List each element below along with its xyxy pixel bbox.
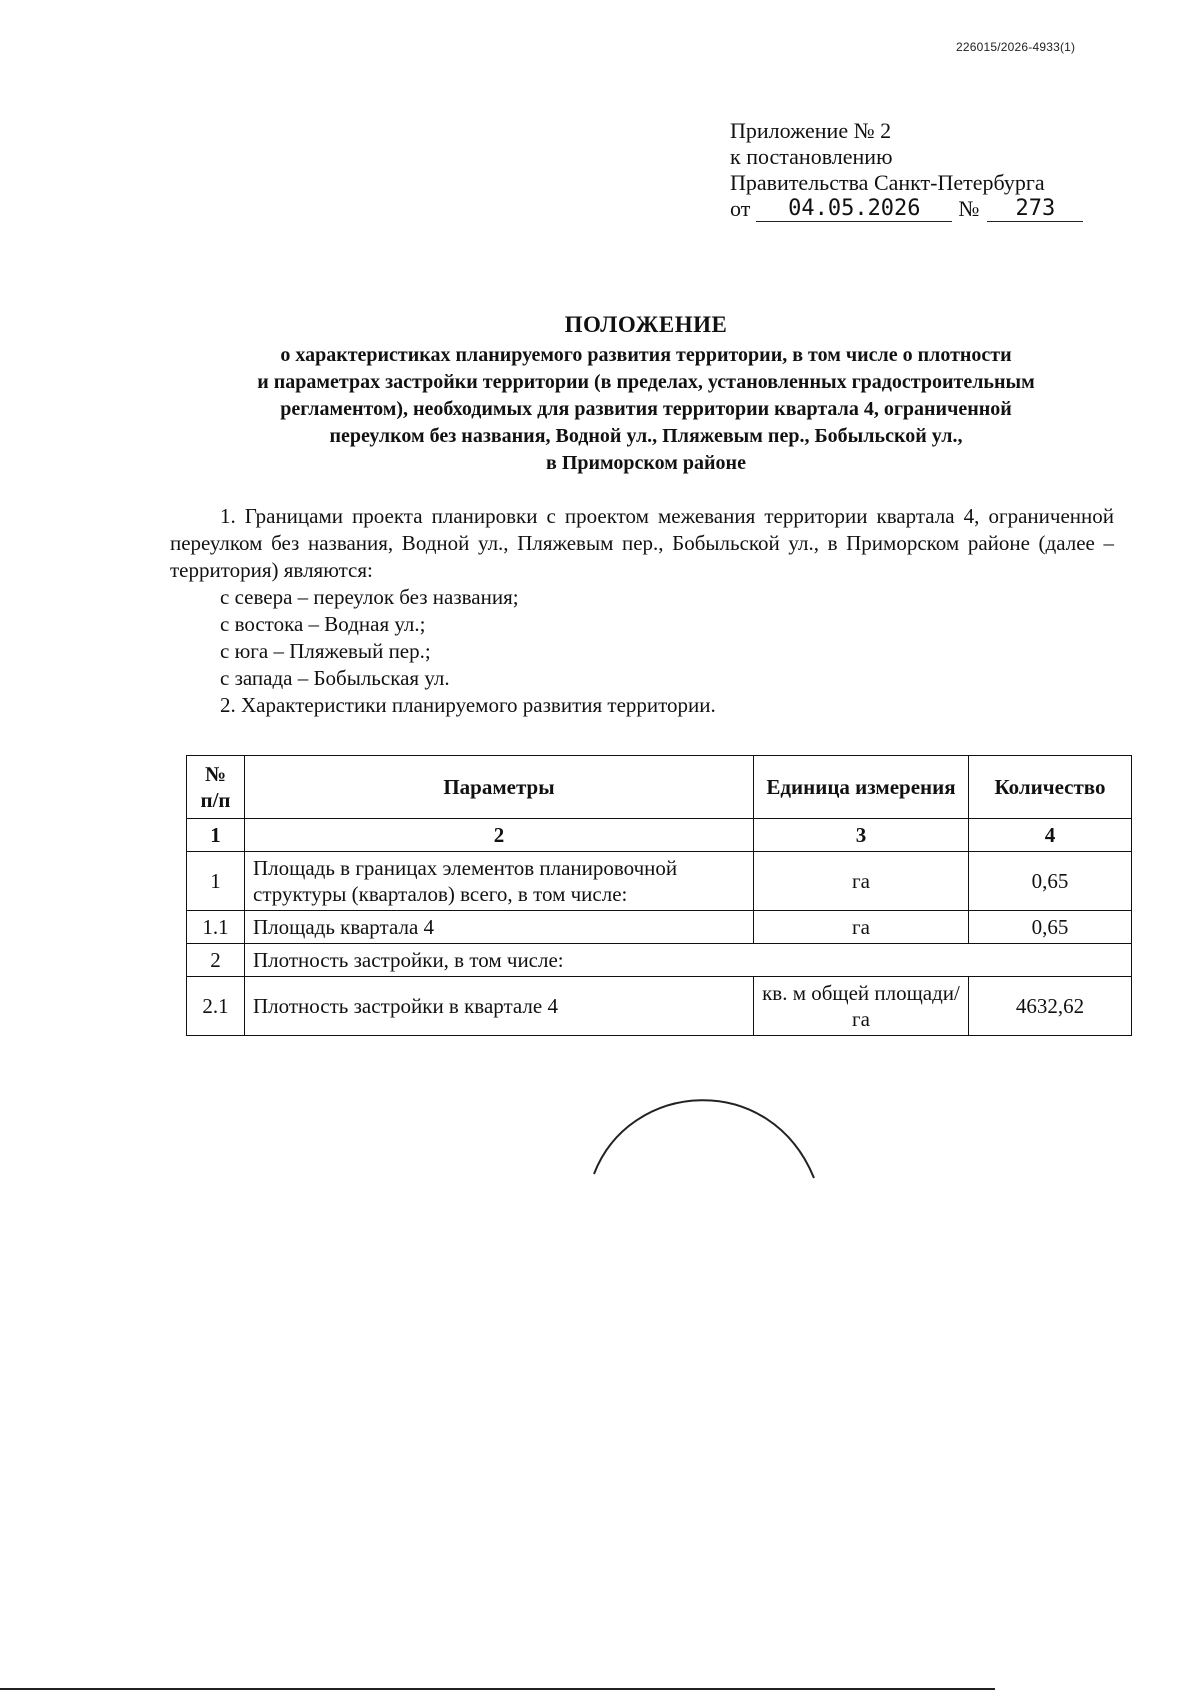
resolution-number: 273	[987, 197, 1083, 222]
header-parameters: Параметры	[245, 756, 754, 819]
row-parameter: Плотность застройки, в том числе:	[245, 944, 1132, 977]
boundary-east: с востока – Водная ул.;	[220, 612, 426, 636]
table-row	[187, 911, 1132, 944]
row-unit: кв. м общей площади/га	[754, 977, 969, 1036]
appendix-number: Приложение № 2	[730, 118, 892, 143]
document-registration-number: 226015/2026-4933(1)	[956, 40, 1076, 54]
row-parameter: Плотность застройки в квартале 4	[245, 977, 754, 1036]
row-number: 1.1	[187, 911, 245, 944]
document-title-block	[170, 310, 1122, 477]
appendix-to-resolution: к постановлению	[730, 144, 893, 169]
row-quantity: 4632,62	[969, 977, 1132, 1036]
document-title: ПОЛОЖЕНИЕ	[564, 312, 728, 337]
row-number: 2	[187, 944, 245, 977]
boundary-west: с запада – Бобыльская ул.	[220, 666, 450, 690]
characteristics-paragraph: 2. Характеристики планируемого развития территории.	[220, 693, 716, 717]
subtitle-line: о характеристиках планируемого развития территории, в том числе о плотности	[280, 344, 1012, 366]
row-unit: га	[754, 852, 969, 911]
boundary-south: с юга – Пляжевый пер.;	[220, 639, 431, 663]
table-row	[187, 852, 1132, 911]
table-row	[187, 944, 1132, 977]
column-number: 4	[969, 819, 1132, 852]
parameters-table	[186, 755, 1132, 1036]
subtitle-line: регламентом), необходимых для развития территории квартала 4, ограниченной	[280, 398, 1012, 420]
row-number: 2.1	[187, 977, 245, 1036]
boundary-north: с севера – переулок без названия;	[220, 585, 519, 609]
appendix-date-number-line	[730, 196, 1083, 222]
row-number: 1	[187, 852, 245, 911]
column-number: 3	[754, 819, 969, 852]
table-row	[187, 977, 1132, 1036]
document-body	[170, 503, 1114, 719]
seal-arc-mark	[590, 1090, 820, 1186]
subtitle-line: переулком без названия, Водной ул., Пляжевым пер., Бобыльской ул.,	[329, 425, 963, 447]
header-quantity: Количество	[969, 756, 1132, 819]
row-quantity: 0,65	[969, 911, 1132, 944]
column-number-row	[187, 819, 1132, 852]
resolution-date: 04.05.2026	[756, 197, 952, 222]
number-label: №	[958, 196, 980, 221]
column-number: 1	[187, 819, 245, 852]
header-unit: Единица измерения	[754, 756, 969, 819]
from-label: от	[730, 196, 751, 221]
document-subtitle	[170, 342, 1122, 477]
table-header-row	[187, 756, 1132, 819]
subtitle-line: и параметрах застройки территории (в пределах, установленных градостроительным	[257, 371, 1035, 393]
appendix-government: Правительства Санкт-Петербурга	[730, 170, 1045, 195]
column-number: 2	[245, 819, 754, 852]
row-unit: га	[754, 911, 969, 944]
bottom-page-rule	[0, 1688, 995, 1690]
header-number: № п/п	[187, 756, 245, 819]
boundaries-paragraph: 1. Границами проекта планировки с проектом межевания территории квартала 4, ограниченной переулком без названия, Водной ул., Пляжевым пер., Бобыльской ул., в Приморском районе (далее – территория) являются:	[170, 504, 1114, 582]
row-parameter: Площадь в границах элементов планировочной структуры (кварталов) всего, в том числе:	[245, 852, 754, 911]
subtitle-line: в Приморском районе	[546, 452, 746, 474]
row-parameter: Площадь квартала 4	[245, 911, 754, 944]
appendix-block	[730, 118, 1083, 222]
row-quantity: 0,65	[969, 852, 1132, 911]
